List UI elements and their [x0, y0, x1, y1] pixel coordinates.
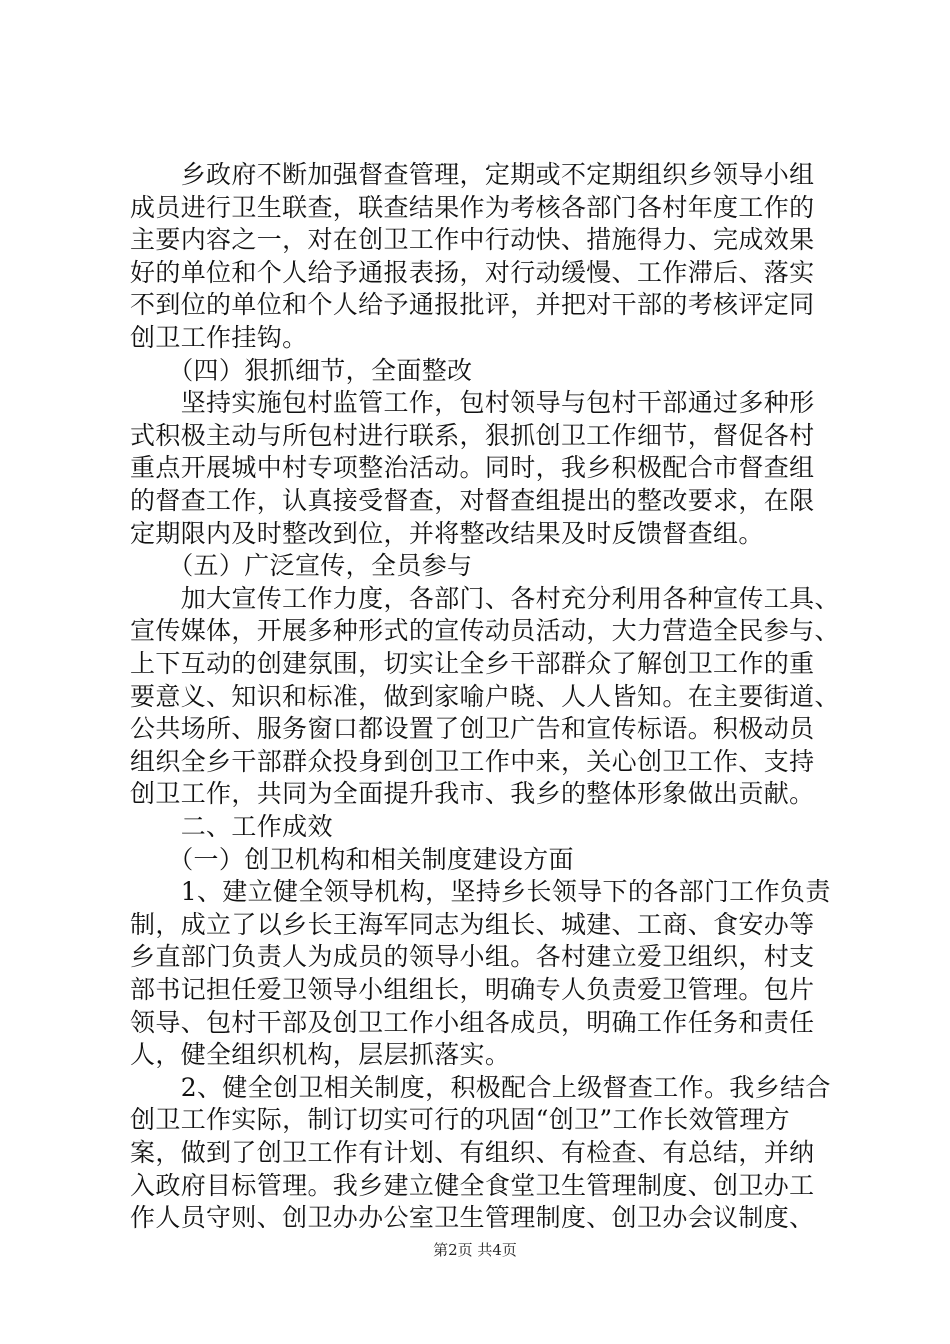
- text-line: 部书记担任爱卫领导小组组长，明确专人负责爱卫管理。包片: [130, 975, 815, 1004]
- text-line: 组织全乡干部群众投身到创卫工作中来，关心创卫工作、支持: [130, 746, 815, 776]
- text-line: 重点开展城中村专项整治活动。同时，我乡积极配合市督查组: [130, 453, 815, 483]
- text-line: 的督查工作，认真接受督查，对督查组提出的整改要求，在限: [130, 486, 815, 515]
- text-line: 创卫工作实际，制订切实可行的巩固“创卫”工作长效管理方: [130, 1105, 791, 1135]
- text-line: 式积极主动与所包村进行联系，狠抓创卫工作细节，督促各村: [130, 420, 815, 450]
- text-line: 创卫工作，共同为全面提升我市、我乡的整体形象做出贡献。: [130, 779, 815, 809]
- text-line: 制，成立了以乡长王海军同志为组长、城建、工商、食安办等: [130, 909, 815, 939]
- text-line: 成员进行卫生联查，联查结果作为考核各部门各村年度工作的: [130, 192, 815, 222]
- text-line: 好的单位和个人给予通报表扬，对行动缓慢、工作滞后、落实: [130, 257, 815, 287]
- text-line: 不到位的单位和个人给予通报批评，并把对干部的考核评定同: [130, 290, 815, 320]
- text-line: 案，做到了创卫工作有计划、有组织、有检查、有总结，并纳: [130, 1138, 815, 1167]
- text-line: 定期限内及时整改到位，并将整改结果及时反馈督查组。: [130, 518, 764, 548]
- text-line: 要意义、知识和标准，做到家喻户晓、人人皆知。在主要街道、: [130, 681, 840, 711]
- text-line: 二、工作成效: [130, 812, 333, 841]
- text-line: （五）广泛宣传，全员参与: [130, 551, 473, 581]
- text-line: 创卫工作挂钩。: [130, 323, 308, 352]
- page-footer: 第2页 共4页: [433, 1241, 517, 1259]
- text-line: 领导、包村干部及创卫工作小组各成员，明确工作任务和责任: [130, 1007, 815, 1037]
- text-line: 入政府目标管理。我乡建立健全食堂卫生管理制度、创卫办工: [130, 1170, 815, 1200]
- text-line: 宣传媒体，开展多种形式的宣传动员活动，大力营造全民参与、: [130, 616, 840, 646]
- text-line: 2、健全创卫相关制度，积极配合上级督查工作。我乡结合: [130, 1072, 831, 1102]
- text-line: 1、建立健全领导机构，坚持乡长领导下的各部门工作负责: [130, 877, 831, 907]
- text-line: 乡政府不断加强督查管理，定期或不定期组织乡领导小组: [130, 160, 815, 189]
- text-line: 加大宣传工作力度，各部门、各村充分利用各种宣传工具、: [130, 583, 840, 613]
- text-line: 公共场所、服务窗口都设置了创卫广告和宣传标语。积极动员: [130, 714, 815, 744]
- text-line: 上下互动的创建氛围，切实让全乡干部群众了解创卫工作的重: [130, 649, 815, 678]
- text-line: 坚持实施包村监管工作，包村领导与包村干部通过多种形: [130, 388, 815, 418]
- text-line: （一）创卫机构和相关制度建设方面: [130, 844, 574, 874]
- text-line: （四）狠抓细节，全面整改: [130, 355, 473, 385]
- text-line: 作人员守则、创卫办办公室卫生管理制度、创卫办会议制度、: [130, 1203, 815, 1233]
- text-line: 人，健全组织机构，层层抓落实。: [130, 1040, 511, 1070]
- text-line: 主要内容之一，对在创卫工作中行动快、措施得力、完成效果: [130, 225, 815, 255]
- text-line: 乡直部门负责人为成员的领导小组。各村建立爱卫组织，村支: [130, 942, 815, 972]
